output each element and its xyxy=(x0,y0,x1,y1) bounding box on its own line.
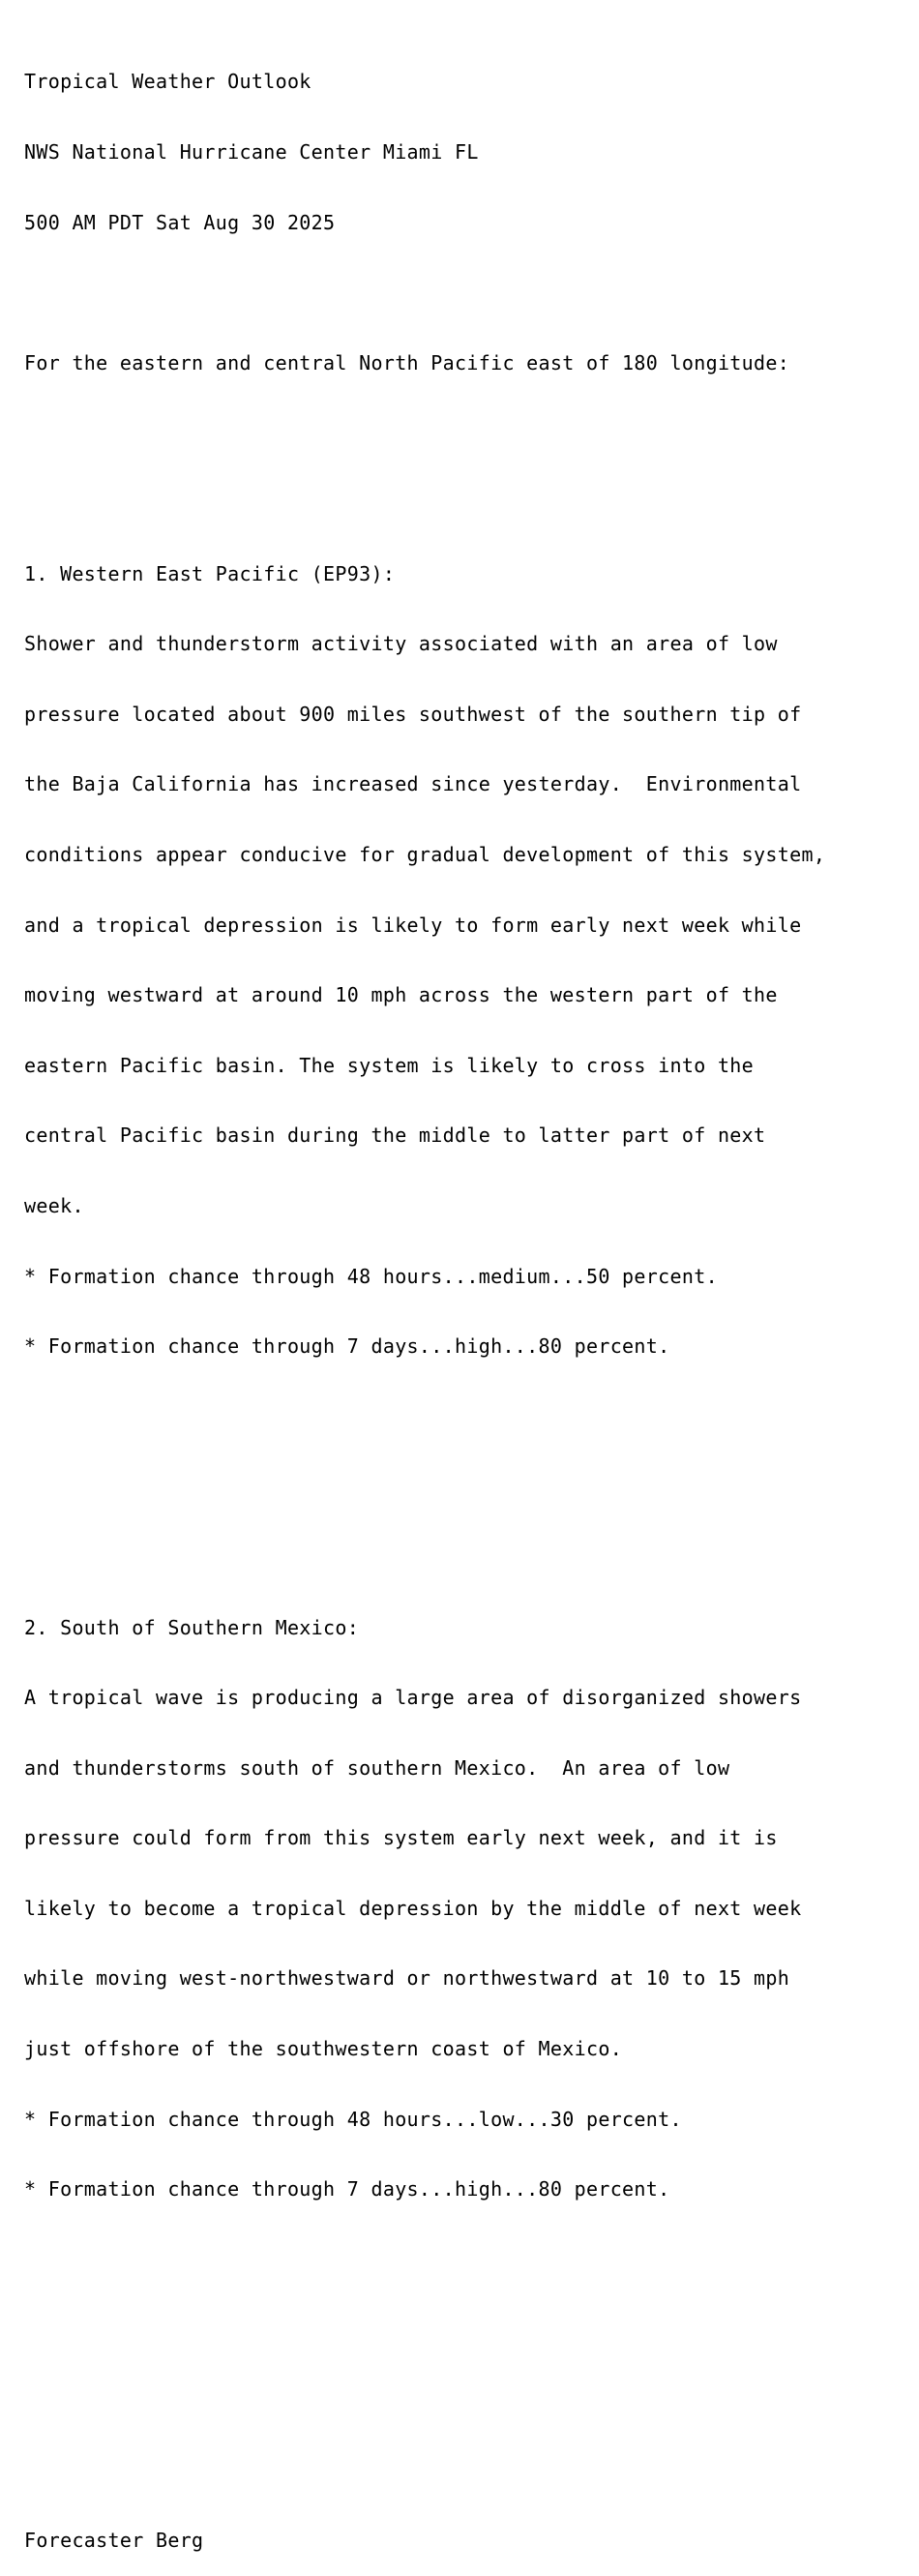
system-text-line: just offshore of the southwestern coast of Mexico. xyxy=(24,2037,623,2061)
system-text-line: week. xyxy=(24,1193,84,1217)
spacer xyxy=(24,2388,909,2411)
spacer xyxy=(24,2459,909,2482)
intro-text: For the eastern and central North Pacific east of 180 longitude: xyxy=(24,350,790,374)
spacer xyxy=(24,2318,909,2341)
formation-chance-48h: * Formation chance through 48 hours...medium...50 percent. xyxy=(24,1264,718,1288)
spacer xyxy=(24,421,909,444)
formation-chance-48h: * Formation chance through 48 hours...low...30 percent. xyxy=(24,2107,682,2131)
system-text-line: and a tropical depression is likely to form early next week while xyxy=(24,913,802,937)
system-text-line: pressure located about 900 miles southwest of the southern tip of xyxy=(24,702,802,726)
system-text-line: pressure could form from this system early next week, and it is xyxy=(24,1826,778,1850)
outlook-document xyxy=(24,23,909,2576)
system-heading: 1. Western East Pacific (EP93): xyxy=(24,561,396,585)
forecaster-signature: Forecaster Berg xyxy=(24,2529,204,2553)
spacer xyxy=(24,281,909,304)
system-heading: 2. South of Southern Mexico: xyxy=(24,1615,360,1639)
system-text-line: the Baja California has increased since yesterday. Environmental xyxy=(24,772,802,796)
system-text-line: and thunderstorms south of southern Mexico. An area of low xyxy=(24,1755,730,1780)
issuing-office: NWS National Hurricane Center Miami FL xyxy=(24,140,479,164)
system-text-line: moving westward at around 10 mph across the western part of the xyxy=(24,983,778,1007)
system-text-line: Shower and thunderstorm activity associated with an area of low xyxy=(24,632,778,656)
system-text-line: central Pacific basin during the middle to latter part of next xyxy=(24,1123,766,1148)
system-text-line: conditions appear conducive for gradual development of this system, xyxy=(24,842,826,866)
system-text-line: while moving west-northwestward or northwestward at 10 to 15 mph xyxy=(24,1966,790,1991)
system-section-2 xyxy=(24,1569,909,2248)
system-section-1 xyxy=(24,515,909,1405)
document-title: Tropical Weather Outlook xyxy=(24,70,311,94)
spacer xyxy=(24,1475,909,1498)
issue-time: 500 AM PDT Sat Aug 30 2025 xyxy=(24,210,336,234)
system-text-line: likely to become a tropical depression by the middle of next week xyxy=(24,1896,802,1920)
system-text-line: eastern Pacific basin. The system is likely to cross into the xyxy=(24,1053,755,1077)
formation-chance-7d: * Formation chance through 7 days...high...80 percent. xyxy=(24,2177,670,2202)
formation-chance-7d: * Formation chance through 7 days...high...80 percent. xyxy=(24,1334,670,1359)
system-text-line: A tropical wave is producing a large area of disorganized showers xyxy=(24,1686,802,1710)
